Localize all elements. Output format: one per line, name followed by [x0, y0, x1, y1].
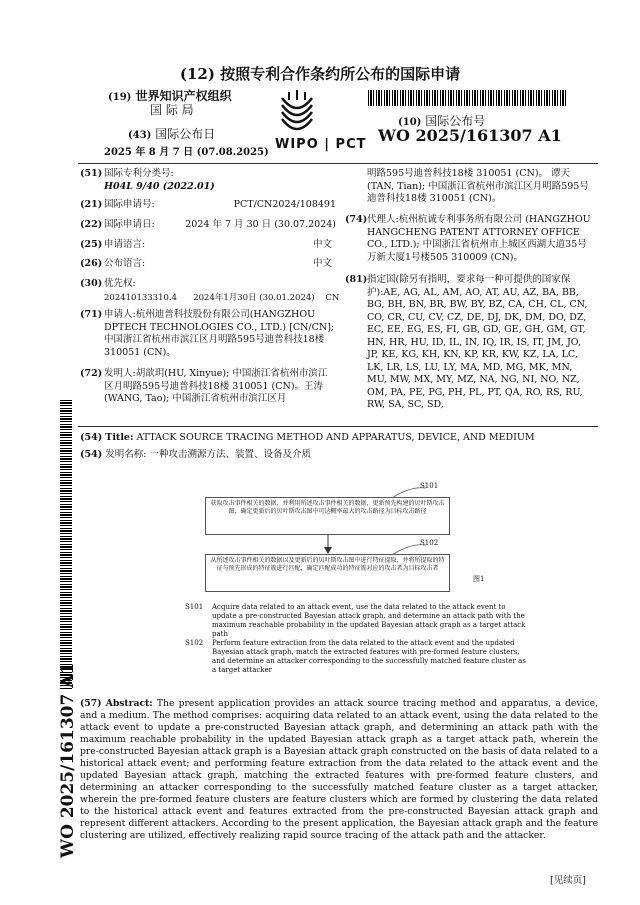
legend-item [185, 603, 530, 639]
org-name: 世界知识产权组织 [135, 89, 232, 103]
legend-item [185, 639, 530, 675]
field-code: (25) [80, 239, 103, 250]
field-value: PCT/CN2024/108491 [233, 199, 336, 210]
s102-tag: S102 [420, 539, 439, 547]
pubnum-label: 国际公布号 [425, 114, 486, 128]
field-value: AE, AG, AL, AM, AO, AT, AU, AZ, BA, BB, BG, BH, BN, BR, BW, BY, BZ, CA, CH, CL, CN, CO, CR, CU, CV, CZ, DE, DJ, DK, DM, DO, DZ, EC, EE, EG, ES, FI, GB, GD, GE, GH, GM, GT, HN, HR, HU, ID, IL, IN, IQ, IR, IS, IT, JM, JO, JP, KE, KG, KH, KN, KP, KR, KW, KZ, LA, LC, LK, LR, LS, LU, LY, MA, MD, MG, MK, MN, MU, MW, MX, MY, MZ, NA, NG, NI, NO, NZ, OM, PA, PE, PG, PH, PL, PT, QA, RO, RS, RU, RW, SA, SC, SD, [367, 286, 588, 410]
field-code: (30) [80, 278, 103, 289]
field-code: (22) [80, 219, 103, 230]
pubdate-label: 国际公布日 [155, 127, 216, 141]
field-code: (74) [345, 214, 368, 225]
title-en-label: Title: [105, 432, 134, 443]
field-value: 杭州迪普科技股份有限公司(HANGZHOU DPTECH TECHNOLOGIES CO., LTD.) [CN/CN]; 中国浙江省杭州市滨江区月明路595号迪普科技18楼 310051 (CN)。 [104, 309, 335, 358]
field-label: 发明人: [104, 368, 136, 379]
barcode [368, 90, 568, 106]
pubdate-label-block [128, 125, 215, 142]
field-value: 中文 [312, 258, 332, 269]
abstract-code: (57) [80, 698, 102, 709]
field-label: 公布语言: [104, 258, 146, 269]
field-code: (51) [80, 168, 103, 179]
header-rule [78, 163, 598, 164]
legend-text: Acquire data related to an attack event, use the data related to the attack event to update a pre-constructed Bayesian attack graph, and determine an attack path with the maximum reachable probability in the updated Bayesian attack graph as a target attack path [212, 603, 526, 638]
pubdate-value: 2025 年 8 月 7 日 (07.08.2025) [104, 147, 269, 158]
field-label: 申请人: [104, 309, 136, 320]
field-code: (21) [80, 199, 103, 210]
field-label: 国际专利分类号: [104, 168, 174, 179]
field-label: 国际申请日: [104, 219, 155, 230]
field-value: 杭州杭诚专利事务所有限公司 (HANGZHOU HANGCHENG PATENT ATTORNEY OFFICE CO., LTD.); 中国浙江省杭州市上城区西湖大道35号万新大厦1号楼505 310009 (CN)。 [367, 214, 591, 263]
field-text [104, 309, 336, 359]
inventor-continued: 明路595号迪普科技18楼 310051 (CN)。 谭天(TAN, Tian); 中国浙江省杭州市滨江区月明路595号迪普科技18楼 310051 (CN)。 [367, 168, 589, 204]
field-code: (26) [80, 258, 103, 269]
pubnum-code: (10) [398, 117, 422, 128]
field-code: (72) [80, 368, 103, 379]
continuation-note: [见续页] [550, 875, 586, 886]
field-value: H04L 9/40 (2022.01) [104, 181, 215, 192]
title-en-value: ATTACK SOURCE TRACING METHOD AND APPARATUS, DEVICE, AND MEDIUM [136, 432, 535, 443]
field-text [104, 368, 336, 406]
title-en [80, 432, 595, 445]
figure-legend [185, 603, 530, 675]
field-text [367, 214, 595, 264]
field-value: 202410133310.4 2024年1月30日 (30.01.2024) CN [104, 293, 340, 303]
side-barcode [60, 400, 72, 690]
field-value: 胡歆玥(HU, Xinyue); 中国浙江省杭州市滨江区月明路595号迪普科技18楼 310051 (CN)。王涛(WANG, Tao); 中国浙江省杭州市滨江区月 [104, 368, 328, 404]
title-en-code: (54) [80, 432, 103, 443]
title-cn-label: 发明名称: [105, 449, 147, 460]
legend-text: Perform feature extraction from the data related to the attack event and the updated Bayesian attack graph, match the extracted features with pre-formed feature clusters, and determine an attacker corresponding to the successfully matched feature cluster as a target attacker [212, 639, 526, 674]
abstract-label: Abstract: [105, 698, 153, 709]
title-rule [78, 426, 598, 427]
field-label: 国际申请号: [104, 199, 155, 210]
side-pubnum: WO 2025/161307 A1 [58, 662, 78, 858]
legend-tag: S102 [185, 639, 204, 647]
field-label: 申请语言: [104, 239, 146, 250]
title-cn-value: 一种攻击溯源方法、装置、设备及介质 [149, 449, 311, 460]
field-label: 指定国(除另有指明，要求每一种可提供的国家保护): [367, 274, 571, 298]
legend-tag: S101 [185, 603, 204, 611]
title-cn-code: (54) [80, 449, 103, 460]
org-code: (19) [108, 92, 132, 103]
field-label: 优先权: [104, 278, 136, 289]
abstract-text: The present application provides an attack source tracing method and apparatus, a device, and a medium. The method comprises: acquiring data related to an attack event, using the data related to the attack event to update a pre-constructed Bayesian attack graph, and determining an attack path with the maximum reachable probability in the updated Bayesian attack graph as a target attack path, wherein the pre-constructed Bayesian attack graph is a Bayesian attack graph constructed on the basis of data related to a historical attack event; and performing feature extraction from the data related to the attack event and the updated Bayesian attack graph, matching the extracted features with pre-formed feature clusters, and determining an attacker corresponding to the successfully matched feature cluster as a target attacker, wherein the pre-formed feature clusters are feature clusters which are formed by clustering the data related to the historical attack event and features extracted from the pre-constructed Bayesian attack graph and represent different attackers. According to the present application, the Bayesian attack graph and the feature clustering are utilized, effectively realizing rapid source tracing of the attack path and the attacker. [80, 698, 598, 841]
document-title: (12) 按照专利合作条约所公布的国际申请 [179, 65, 461, 83]
figure-label: 图1 [473, 575, 485, 583]
flow-arrow [323, 535, 333, 555]
field-value: 2024 年 7 月 30 日 (30.07.2024) [185, 219, 336, 230]
flowchart [205, 470, 490, 600]
field-text [367, 274, 595, 412]
field-label: 代理人: [367, 214, 399, 225]
abstract [80, 698, 598, 842]
wipo-pct-text: WIPO | PCT [275, 137, 367, 152]
step-box-1: 获取攻击事件相关的数据，并利用所述攻击事件相关的数据，更新预先构建的贝叶斯攻击图，确定更新后的贝叶斯攻击图中可达概率最大的攻击路径为目标攻击路径 [205, 497, 450, 535]
s101-tag: S101 [420, 482, 439, 490]
org-sub: 国 际 局 [150, 103, 194, 117]
field-value: 中文 [312, 239, 332, 250]
pubnum-value: WO 2025/161307 A1 [378, 126, 562, 145]
title-cn [80, 449, 595, 462]
field-code: (81) [345, 274, 368, 285]
field-code: (71) [80, 309, 103, 320]
pubdate-code: (43) [128, 130, 152, 141]
step-box-2: 从所述攻击事件相关的数据以及更新后的贝叶斯攻击图中进行特征提取，并将所提取的特征与预先形成的特征簇进行匹配，确定匹配成功的特征簇对应的攻击者为目标攻击者 [205, 554, 450, 592]
